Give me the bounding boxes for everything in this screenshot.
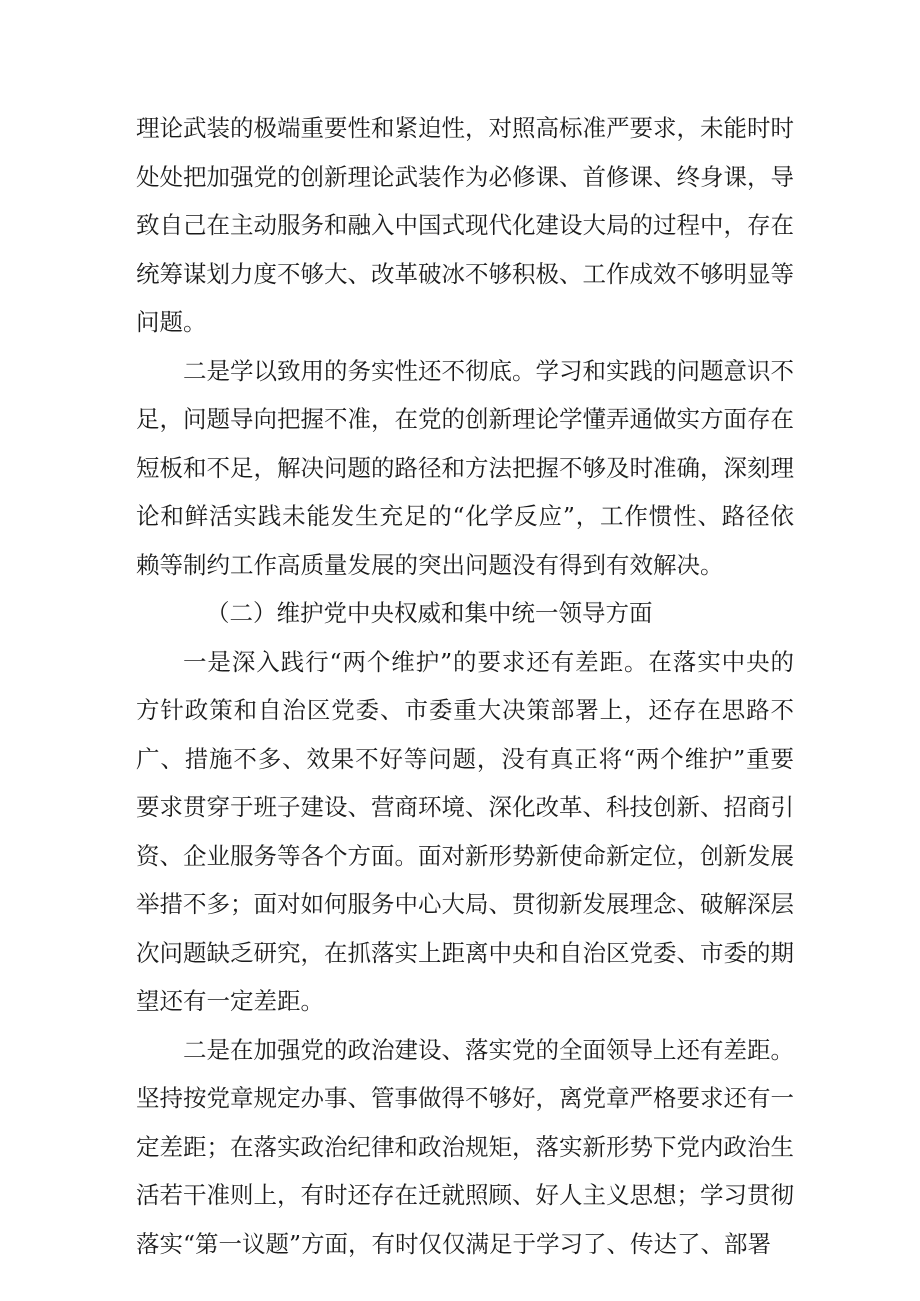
section-heading: （二）维护党中央权威和集中统一领导方面 xyxy=(206,599,653,627)
paragraph-two-safeguards: 一是深入践行“两个维护”的要求还有差距。在落实中央的方针政策和自治区党委、市委重大决策部署上，还存在思路不广、措施不多、效果不好等问题，没有真正将“两个维护”重要要求贯穿于班子建设、营商环境、深化改革、科技创新、招商引资、企业服务等各个方面。面对新形势新使命新定位，创新发展举措不多；面对如何服务中心大局、贯彻新发展理念、破解深层次问题缺乏研究，在抓落实上距离中央和自治区党委、市委的期望还有一定差距。 xyxy=(136,647,794,1015)
paragraph-political-building: 二是在加强党的政治建设、落实党的全面领导上还有差距。坚持按党章规定办事、管事做得不够好，离党章严格要求还有一定差距；在落实政治纪律和政治规矩，落实新形势下党内政治生活若干准则上，有时还存在迁就照顾、好人主义思想；学习贯彻落实“第一议题”方面，有时仅仅满足于学习了、传达了、部署 xyxy=(136,1035,794,1258)
paragraph-learning-application: 二是学以致用的务实性还不彻底。学习和实践的问题意识不足，问题导向把握不准，在党的创新理论学懂弄通做实方面存在短板和不足，解决问题的路径和方法把握不够及时准确，深刻理论和鲜活实践未能发生充足的“化学反应”，工作惯性、路径依赖等制约工作高质量发展的突出问题没有得到有效解决。 xyxy=(136,356,794,579)
document-body xyxy=(136,104,794,1268)
paragraph-continuation: 理论武装的极端重要性和紧迫性，对照高标准严要求，未能时时处处把加强党的创新理论武装作为必修课、首修课、终身课，导致自己在主动服务和融入中国式现代化建设大局的过程中，存在统筹谋划力度不够大、改革破冰不够积极、工作成效不够明显等问题。 xyxy=(136,114,794,336)
